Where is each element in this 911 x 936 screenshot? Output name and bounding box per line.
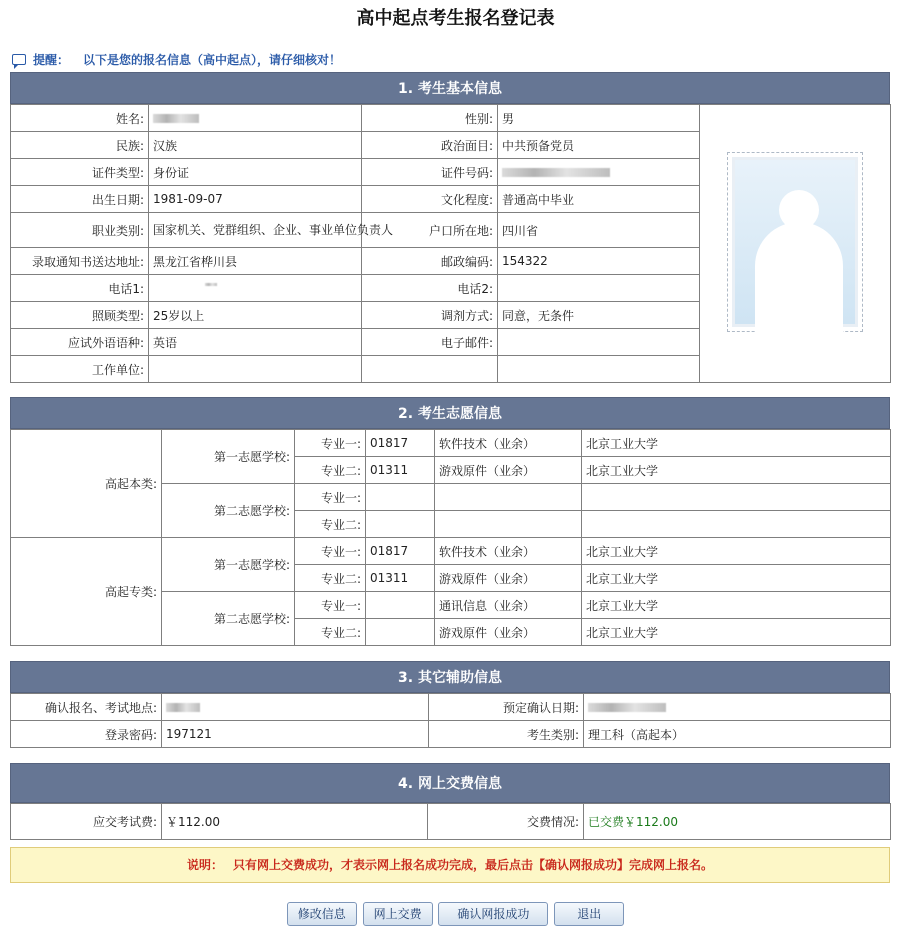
page-title: 高中起点考生报名登记表: [356, 8, 555, 29]
wishes-table: [10, 429, 891, 646]
school-label: 第二志愿学校:: [162, 592, 295, 646]
work-unit-value: [149, 356, 362, 383]
password-label: 登录密码:: [11, 721, 162, 748]
school-label: 第一志愿学校:: [162, 430, 295, 484]
political-status-label: 政治面目:: [362, 132, 498, 159]
id-number-label: 证件号码:: [362, 159, 498, 186]
phone1-value: [149, 275, 362, 302]
ethnicity-label: 民族:: [11, 132, 149, 159]
major-label: 专业一:: [295, 430, 366, 457]
postal-code-value: 154322: [498, 248, 700, 275]
major-label: 专业二:: [295, 457, 366, 484]
wishes-title: 2. 考生志愿信息: [10, 397, 890, 429]
major-name: 游戏原件（业余）: [435, 619, 582, 646]
household-label: 户口所在地:: [362, 213, 498, 248]
table-row: [11, 538, 891, 565]
major-name: [435, 484, 582, 511]
aux-table: [10, 693, 891, 748]
major-label: 专业二:: [295, 619, 366, 646]
major-code: [366, 619, 435, 646]
school-label: 第一志愿学校:: [162, 538, 295, 592]
payment-table: [10, 803, 891, 840]
political-status-value: 中共预备党员: [498, 132, 700, 159]
major-code: 01817: [366, 430, 435, 457]
aux-title: 3. 其它辅助信息: [10, 661, 890, 693]
explain-text: 只有网上交费成功，才表示网上报名成功完成，最后点击【确认网报成功】完成网上报名。: [233, 858, 714, 872]
online-pay-button[interactable]: 网上交费: [363, 902, 433, 926]
explain-label: 说明：: [186, 858, 223, 872]
phone1-label: 电话1:: [11, 275, 149, 302]
adjust-label: 调剂方式:: [362, 302, 498, 329]
major-school: 北京工业大学: [582, 430, 891, 457]
button-bar: [0, 902, 911, 926]
occupation-value: 国家机关、党群组织、企业、事业单位负责人: [149, 213, 362, 248]
major-name: 游戏原件（业余）: [435, 565, 582, 592]
payment-section: [10, 763, 890, 840]
major-code: [366, 511, 435, 538]
table-row: [11, 721, 891, 748]
id-type-label: 证件类型:: [11, 159, 149, 186]
major-code: 01817: [366, 538, 435, 565]
speech-bubble-icon: [12, 54, 26, 65]
phone2-value: [498, 275, 700, 302]
id-type-value: 身份证: [149, 159, 362, 186]
avatar-silhouette-icon: [732, 157, 858, 327]
photo-cell: [700, 105, 891, 383]
notice-label: 提醒：: [33, 52, 70, 67]
major-code: [366, 484, 435, 511]
major-name: 软件技术（业余）: [435, 430, 582, 457]
empty-cell: [362, 356, 498, 383]
foreign-lang-label: 应试外语语种:: [11, 329, 149, 356]
group-label-zhuan: 高起专类:: [11, 538, 162, 646]
major-school: 北京工业大学: [582, 592, 891, 619]
school-label: 第二志愿学校:: [162, 484, 295, 538]
id-number-value: [498, 159, 700, 186]
name-value: [149, 105, 362, 132]
modify-info-button[interactable]: 修改信息: [287, 902, 357, 926]
explain-box: [10, 847, 890, 883]
foreign-lang-value: 英语: [149, 329, 362, 356]
redacted-name: [153, 114, 199, 123]
major-school: 北京工业大学: [582, 565, 891, 592]
gender-label: 性别:: [362, 105, 498, 132]
basic-info-table: [10, 104, 891, 383]
confirm-registration-button[interactable]: 确认网报成功: [438, 902, 548, 926]
phone2-label: 电话2:: [362, 275, 498, 302]
table-row: [11, 105, 891, 132]
redacted-id-number: [502, 168, 610, 177]
adjust-value: 同意，无条件: [498, 302, 700, 329]
fee-value: ￥112.00: [162, 804, 428, 840]
birth-date-label: 出生日期:: [11, 186, 149, 213]
major-code: 01311: [366, 457, 435, 484]
major-name: 游戏原件（业余）: [435, 457, 582, 484]
birth-date-value: 1981-09-07: [149, 186, 362, 213]
major-code: 01311: [366, 565, 435, 592]
basic-info-section: [10, 72, 890, 383]
household-value: 四川省: [498, 213, 700, 248]
major-school: [582, 511, 891, 538]
confirm-date-value: [584, 694, 891, 721]
gender-value: 男: [498, 105, 700, 132]
major-label: 专业二:: [295, 565, 366, 592]
major-school: 北京工业大学: [582, 538, 891, 565]
redacted-date: [588, 703, 666, 712]
major-name: 软件技术（业余）: [435, 538, 582, 565]
major-name: [435, 511, 582, 538]
basic-info-title: 1. 考生基本信息: [10, 72, 890, 104]
ethnicity-value: 汉族: [149, 132, 362, 159]
pay-status-label: 交费情况:: [428, 804, 584, 840]
email-value: [498, 329, 700, 356]
major-label: 专业一:: [295, 592, 366, 619]
confirm-location-value: [162, 694, 429, 721]
major-label: 专业二:: [295, 511, 366, 538]
category-value: 理工科（高起本）: [584, 721, 891, 748]
redacted-location: [166, 703, 200, 712]
table-row: [11, 804, 891, 840]
occupation-label: 职业类别:: [11, 213, 149, 248]
group-label-ben: 高起本类:: [11, 430, 162, 538]
photo-placeholder: [727, 152, 863, 332]
care-type-value: 25岁以上: [149, 302, 362, 329]
major-school: 北京工业大学: [582, 457, 891, 484]
redacted-phone1: [205, 283, 217, 286]
aux-section: [10, 661, 890, 748]
notice-text: 以下是您的报名信息（高中起点），请仔细核对！: [83, 52, 342, 67]
education-value: 普通高中毕业: [498, 186, 700, 213]
pay-status-value: 已交费￥112.00: [584, 804, 891, 840]
mail-address-label: 录取通知书送达地址:: [11, 248, 149, 275]
confirm-location-label: 确认报名、考试地点:: [11, 694, 162, 721]
wishes-section: [10, 397, 890, 646]
fee-label: 应交考试费:: [11, 804, 162, 840]
major-school: [582, 484, 891, 511]
postal-code-label: 邮政编码:: [362, 248, 498, 275]
confirm-date-label: 预定确认日期:: [429, 694, 584, 721]
payment-title: 4. 网上交费信息: [10, 763, 890, 803]
major-name: 通讯信息（业余）: [435, 592, 582, 619]
exit-button[interactable]: 退出: [554, 902, 624, 926]
category-label: 考生类别:: [429, 721, 584, 748]
mail-address-value: 黑龙江省桦川县: [149, 248, 362, 275]
password-value: 197121: [162, 721, 429, 748]
major-label: 专业一:: [295, 538, 366, 565]
major-label: 专业一:: [295, 484, 366, 511]
name-label: 姓名:: [11, 105, 149, 132]
empty-cell: [498, 356, 700, 383]
major-code: [366, 592, 435, 619]
education-label: 文化程度:: [362, 186, 498, 213]
table-row: [11, 694, 891, 721]
table-row: [11, 430, 891, 457]
care-type-label: 照顾类型:: [11, 302, 149, 329]
notice-bar: [12, 50, 341, 68]
email-label: 电子邮件:: [362, 329, 498, 356]
major-school: 北京工业大学: [582, 619, 891, 646]
work-unit-label: 工作单位:: [11, 356, 149, 383]
